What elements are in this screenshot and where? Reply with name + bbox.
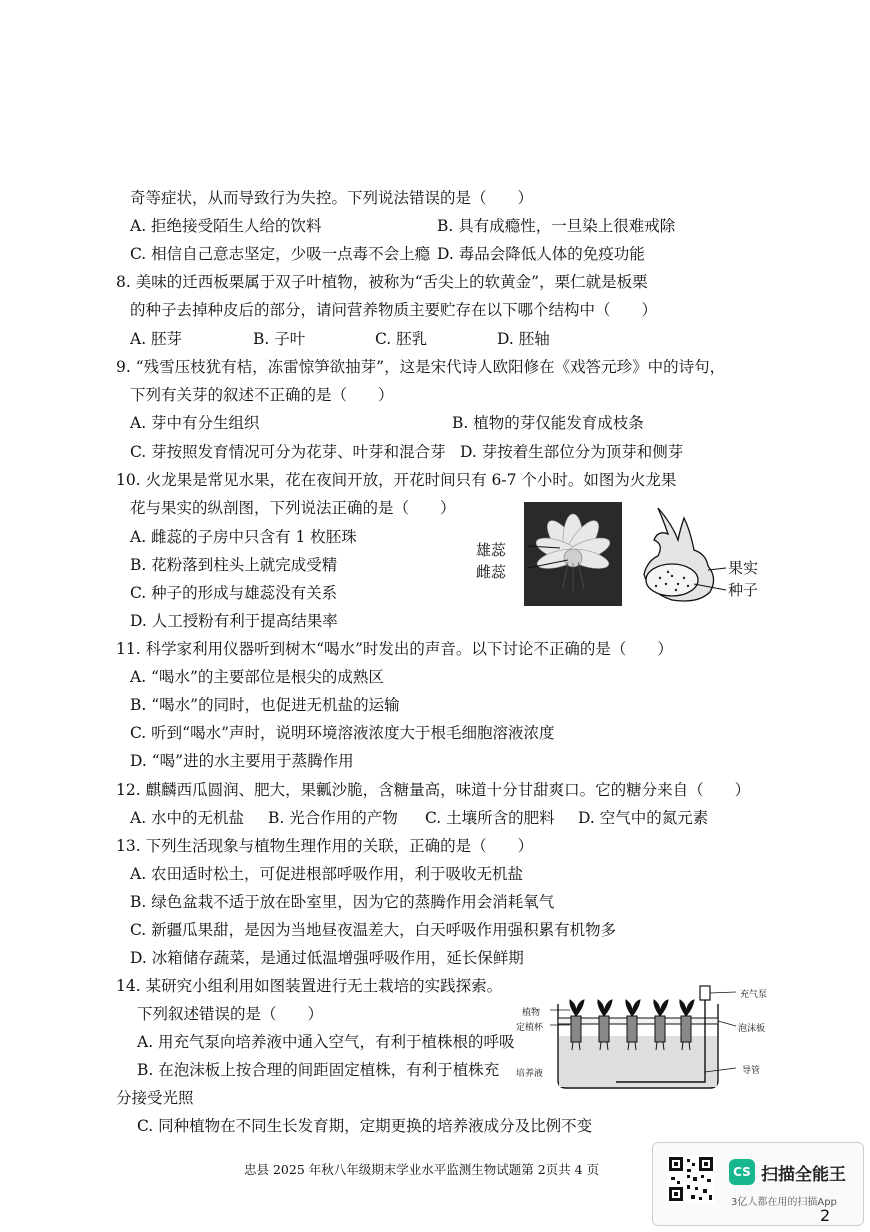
fruit-section-drawing <box>644 508 714 601</box>
q11-option-c: C. 听到“喝水”声时，说明环境溶液浓度大于根毛细胞溶液浓度 <box>130 724 555 742</box>
q10-option-c: C. 种子的形成与雄蕊没有关系 <box>130 584 338 602</box>
page-footer: 忠县 2025 年秋八年级期末学业水平监测生物试题第 2页共 4 页 <box>244 1162 600 1177</box>
q8-option-b: B. 子叶 <box>253 330 306 348</box>
q12-option-b: B. 光合作用的产物 <box>268 809 398 827</box>
qr-code-icon <box>667 1155 715 1203</box>
q9-option-d: D. 芽按着生部位分为顶芽和侧芽 <box>460 443 684 461</box>
plant-label: 植物 <box>522 1008 541 1018</box>
q9-stem-line2: 下列有关芽的叙述不正确的是（ ） <box>130 386 394 404</box>
q8-option-d: D. 胚轴 <box>497 330 550 348</box>
q11-option-a: A. “喝水”的主要部位是根尖的成熟区 <box>130 668 384 686</box>
q11-option-d: D. “喝”进的水主要用于蒸腾作用 <box>130 752 354 770</box>
q9-stem-line1: 9. “残雪压枝犹有桔，冻雷惊笋欲抽芽”，这是宋代诗人欧阳修在《戏答元珍》中的诗句， <box>116 358 726 376</box>
q14-option-c: C. 同种植物在不同生长发育期，定期更换的培养液成分及比例不变 <box>137 1117 593 1135</box>
q14-stem-line2: 下列叙述错误的是（ ） <box>137 1005 324 1023</box>
q14-option-b-line1: B. 在泡沫板上按合理的间距固定植株，有利于植株充 <box>137 1061 500 1079</box>
foam-label: 泡沫板 <box>738 1024 766 1034</box>
q8-stem-line2: 的种子去掉种皮后的部分，请问营养物质主要贮存在以下哪个结构中（ ） <box>130 301 658 319</box>
tube-label: 导管 <box>742 1066 761 1076</box>
stamen-label: 雄蕊 <box>476 541 507 559</box>
q10-option-d: D. 人工授粉有利于提高结果率 <box>130 612 338 630</box>
q11-option-b: B. “喝水”的同时，也促进无机盐的运输 <box>130 696 400 714</box>
pistil-label: 雌蕊 <box>476 563 507 581</box>
q7-option-c: C. 相信自己意志坚定，少吸一点毒不会上瘾 <box>130 245 431 263</box>
q9-option-a: A. 芽中有分生组织 <box>130 414 260 432</box>
seed-label: 种子 <box>728 581 759 599</box>
q13-option-b: B. 绿色盆栽不适于放在卧室里，因为它的蒸腾作用会消耗氧气 <box>130 893 555 911</box>
q10-stem-line2: 花与果实的纵剖图，下列说法正确的是（ ） <box>130 499 456 517</box>
hydroponics-figure <box>550 980 740 1092</box>
camscanner-logo-icon: CS <box>729 1159 755 1185</box>
q7-option-d: D. 毒品会降低人体的免疫功能 <box>437 245 645 263</box>
q14-stem-line1: 14. 某研究小组利用如图装置进行无土栽培的实践探索。 <box>116 977 503 995</box>
app-name: 扫描全能王 <box>761 1165 846 1185</box>
solution-label: 培养液 <box>516 1069 544 1079</box>
pump-label: 充气泵 <box>740 990 768 1000</box>
q14-option-a: A. 用充气泵向培养液中通入空气，有利于植株根的呼吸 <box>137 1033 515 1051</box>
q8-option-a: A. 胚芽 <box>130 330 183 348</box>
app-tagline: 3亿人都在用的扫描App <box>731 1197 837 1208</box>
q10-option-a: A. 雌蕊的子房中只含有 1 枚胚珠 <box>130 528 357 546</box>
dragon-fruit-figure <box>508 500 763 610</box>
holder-label: 定植杯 <box>516 1023 544 1033</box>
q13-option-d: D. 冰箱储存蔬菜，是通过低温增强呼吸作用，延长保鲜期 <box>130 949 524 967</box>
page-mark: 2 <box>820 1206 831 1225</box>
fruit-label: 果实 <box>728 559 759 577</box>
q13-stem: 13. 下列生活现象与植物生理作用的关联，正确的是（ ） <box>116 837 534 855</box>
q7-option-a: A. 拒绝接受陌生人给的饮料 <box>130 217 322 235</box>
q7-stem-continued: 奇等症状，从而导致行为失控。下列说法错误的是（ ） <box>130 189 534 207</box>
q14-option-b-line2: 分接受光照 <box>116 1089 194 1107</box>
q9-option-c: C. 芽按照发育情况可分为花芽、叶芽和混合芽 <box>130 443 446 461</box>
q12-option-c: C. 土壤所含的肥料 <box>425 809 555 827</box>
q13-option-a: A. 农田适时松土，可促进根部呼吸作用，利于吸收无机盐 <box>130 865 524 883</box>
q9-option-b: B. 植物的芽仅能发育成枝条 <box>452 414 644 432</box>
q12-option-d: D. 空气中的氮元素 <box>578 809 709 827</box>
q10-stem-line1: 10. 火龙果是常见水果，花在夜间开放，开花时间只有 6-7 个小时。如图为火龙果 <box>116 471 677 489</box>
q10-option-b: B. 花粉落到柱头上就完成受精 <box>130 556 338 574</box>
q12-stem: 12. 麒麟西瓜圆润、肥大，果瓤沙脆，含糖量高，味道十分甘甜爽口。它的糖分来自（ ） <box>116 781 751 799</box>
q8-stem-line1: 8. 美味的迁西板栗属于双子叶植物，被称为“舌尖上的软黄金”，栗仁就是板栗 <box>116 273 648 291</box>
q8-option-c: C. 胚乳 <box>375 330 428 348</box>
q12-option-a: A. 水中的无机盐 <box>130 809 245 827</box>
q7-option-b: B. 具有成瘾性，一旦染上很难戒除 <box>437 217 676 235</box>
q13-option-c: C. 新疆瓜果甜，是因为当地昼夜温差大，白天呼吸作用强积累有机物多 <box>130 921 617 939</box>
q11-stem: 11. 科学家利用仪器听到树木“喝水”时发出的声音。以下讨论不正确的是（ ） <box>116 640 673 658</box>
scanner-badge <box>652 1142 864 1226</box>
